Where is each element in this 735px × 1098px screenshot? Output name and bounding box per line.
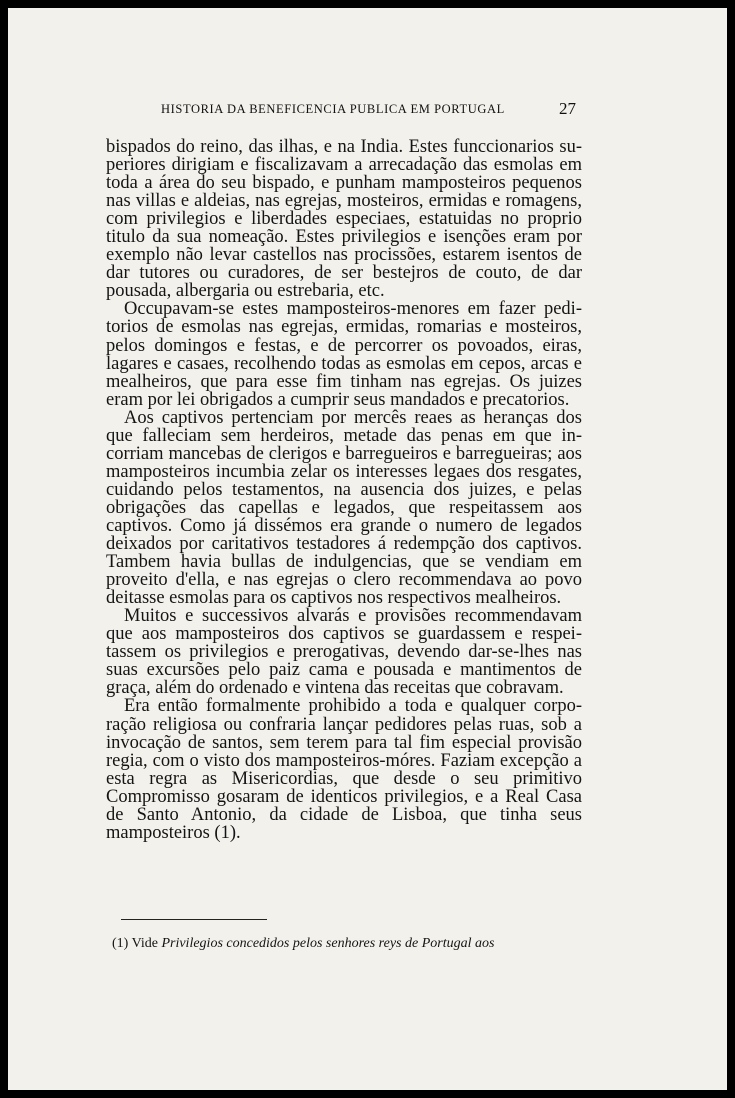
paragraph: Aos captivos pertenciam por mercês reaes as heranças dos que falleciam sem herdeiros, metade das penas em que incorriam mancebas de clerigos e barregueiros e barregueiras; aos mamposteiros incumbia zelar os interesses legaes dos resgates, cuidando pelos testamentos, na ausencia dos juizes, e pelas obrigações das capellas e legados, que respeitassem aos captivos. Como já dissémos era grande o numero de legados deixados por caritativos testadores á redempção dos captivos. Tambem havia bullas de indulgencias, que se vendiam em proveito d'ella, e nas egrejas o clero recommendava ao povo deitasse esmolas para os captivos nos respectivos mealheiros.	[106, 407, 582, 609]
footnote	[112, 936, 586, 952]
paragraph: bispados do reino, das ilhas, e na India. Estes funccionarios superiores dirigiam e fiscalizavam a arrecadação das esmolas em toda a área do seu bispado, e punham mamposteiros pequenos nas villas e aldeias, nas egrejas, mosteiros, ermidas e romagens, com privilegios e liberdades especiaes, estatuidas no proprio titulo da sua nomeação. Estes privilegios e isenções eram por exemplo não levar castellos nas procissões, estarem isentos de dar tutores ou curadores, de ser bestejros de couto, de dar pousada, albergaria ou estrebaria, etc.	[106, 137, 582, 302]
footnote-italic-text: Privilegios concedidos pelos senhores reys de Portugal aos	[161, 936, 495, 951]
footnote-marker: (1) Vide	[112, 936, 158, 951]
paragraph: Occupavam-se estes mamposteiros-menores em fazer peditorios de esmolas nas egrejas, ermidas, romarias e mosteiros, pelos domingos e festas, e de percorrer os povoados, eiras, lagares e casaes, recolhendo todas as esmolas em cepos, arcas e mealheiros, que para esse fim tinham nas egrejas. Os juizes eram por lei obrigados a cumprir seus mandados e precatorios.	[106, 299, 582, 410]
body-text	[106, 138, 582, 842]
paragraph: Muitos e successivos alvarás e provisões recommendavam que aos mamposteiros dos captivos se guardassem e respeitassem os privilegios e prerogativas, devendo dar-se-lhes nas suas excursões pelo paiz cama e pousada e mantimentos de graça, além do ordenado e vintena das receitas que cobravam.	[106, 606, 582, 699]
book-page	[8, 8, 727, 1090]
paragraph: Era então formalmente prohibido a toda e qualquer corporação religiosa ou confraria lançar pedidores pelas ruas, sob a invocação de santos, sem terem para tal fim especial provisão regia, com o visto dos mamposteiros-móres. Faziam excepção a esta regra as Misericordias, que desde o seu primitivo Compromisso gosaram de identicos privilegios, e a Real Casa de Santo Antonio, da cidade de Lisboa, que tinha seus mamposteiros (1).	[106, 696, 582, 843]
header-title: HISTORIA DA BENEFICENCIA PUBLICA EM PORTUGAL	[161, 102, 505, 116]
footnote-divider	[121, 919, 267, 920]
page-number: 27	[559, 99, 576, 118]
running-header	[8, 100, 727, 124]
